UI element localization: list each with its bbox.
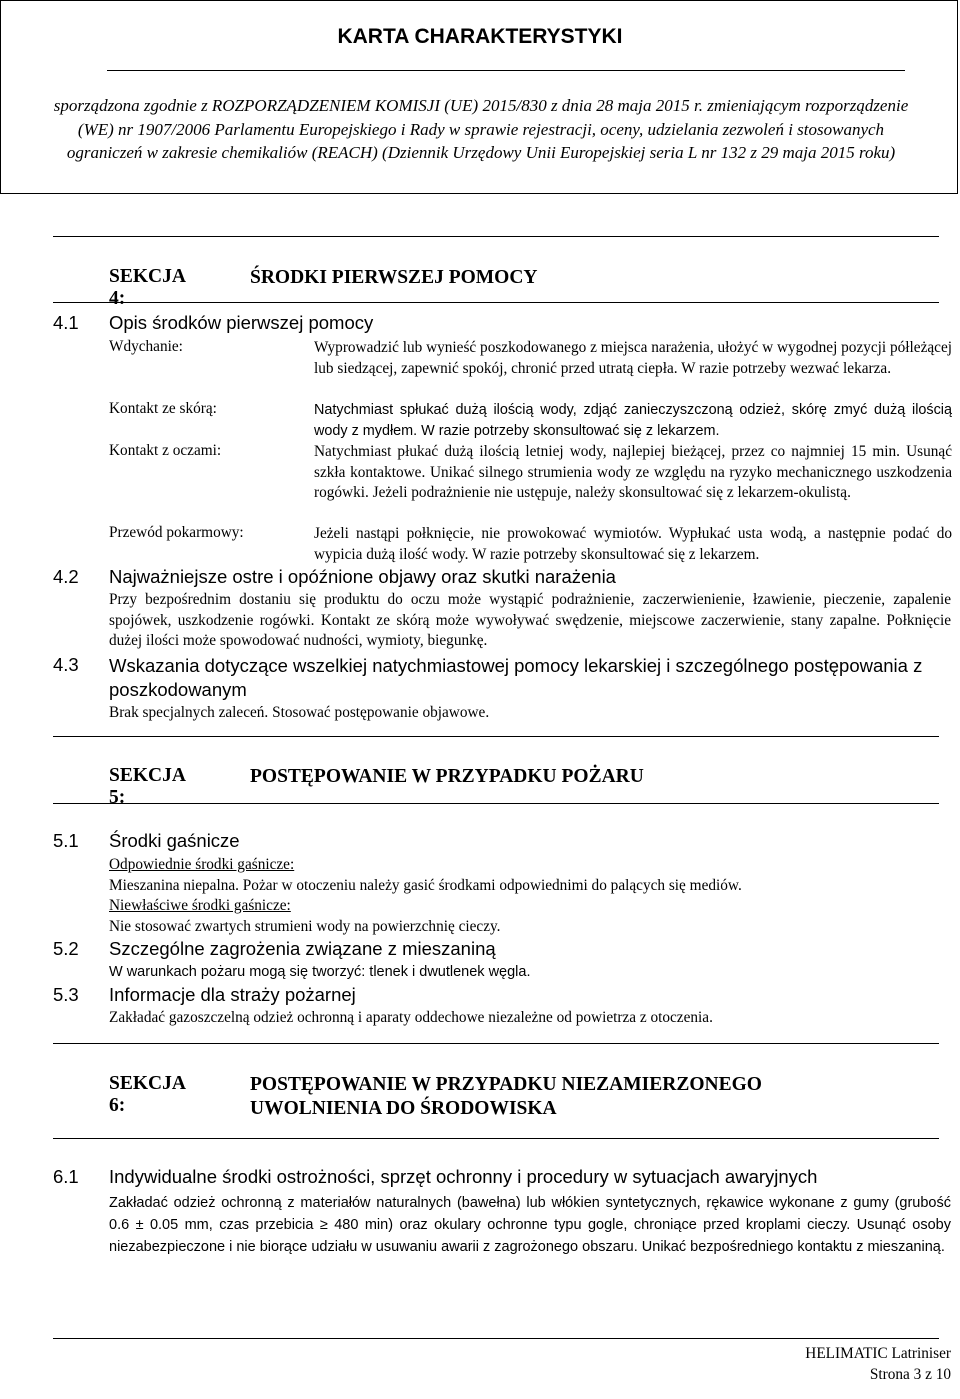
section-divider bbox=[53, 803, 939, 804]
firefighter-advice-text: Zakładać gazoszczelną odzież ochronną i aparaty oddechowe niezależne od powietrza z otoczenia. bbox=[109, 1009, 713, 1026]
subsection-number: 5.2 bbox=[53, 938, 79, 959]
subsection-title: Środki gaśnicze bbox=[109, 830, 240, 851]
subsection-number: 5.3 bbox=[53, 984, 79, 1005]
header-divider bbox=[107, 70, 905, 71]
section-4-title: ŚRODKI PIERWSZEJ POMOCY bbox=[250, 267, 538, 288]
subsection-title: Wskazania dotyczące wszelkiej natychmiastowej pomocy lekarskiej i szczególnego postępowania z poszkodowanym bbox=[109, 655, 923, 700]
subsection-number: 4.3 bbox=[53, 654, 79, 675]
suitable-media-text: Mieszanina niepalna. Pożar w otoczeniu należy gasić środkami odpowiednimi do palących się mediów. bbox=[109, 877, 742, 894]
personal-precautions-text: Zakładać odzież ochronną z materiałów naturalnych (bawełna) lub włókien syntetycznych, rękawice wykonane z gumy (grubość 0.6 ± 0.05 mm, czas przebicia ≥ 480 min) oraz okulary ochronne typu gogle, chroniące przed kroplami cieczy. Usunąć osoby niezabezpieczone i nie biorące udziału w usuwaniu awarii z zagrożonego obszaru. Unikać bezpośredniego kontaktu z mieszaniną. bbox=[109, 1195, 951, 1255]
first-aid-text-skin: Natychmiast spłukać dużą ilością wody, zdjąć zanieczyszczoną odzież, skórę zmyć dużą ilością wody z mydłem. W razie potrzeby skonsultować się z lekarzem. bbox=[314, 402, 952, 439]
section-5-title: POSTĘPOWANIE W PRZYPADKU POŻARU bbox=[250, 766, 644, 787]
section-divider bbox=[53, 736, 939, 737]
subsection-title: Najważniejsze ostre i opóźnione objawy oraz skutki narażenia bbox=[109, 566, 616, 587]
first-aid-text-ingestion: Jeżeli nastąpi połknięcie, nie prowokować wymiotów. Wypłukać usta wodą, a następnie podać do wypicia dużą ilość wody. W razie potrzeby skonsultować się z lekarzem. bbox=[314, 525, 952, 563]
section-divider bbox=[53, 302, 939, 303]
section-4-label: SEKCJA 4: bbox=[109, 266, 185, 309]
section-6-title: POSTĘPOWANIE W PRZYPADKU NIEZAMIERZONEGO UWOLNIENIA DO ŚRODOWISKA bbox=[250, 1074, 762, 1119]
first-aid-text-inhalation: Wyprowadzić lub wynieść poszkodowanego z miejsca narażenia, ułożyć w wygodnej pozycji półleżącej lub siedzącej, zapewnić spokój, chronić przed utratą ciepła. W razie potrzeby wezwać lekarza. bbox=[314, 339, 952, 377]
section-6-label: SEKCJA 6: bbox=[109, 1073, 185, 1116]
subsection-title: Opis środków pierwszej pomocy bbox=[109, 312, 374, 333]
subsection-number: 4.2 bbox=[53, 566, 79, 587]
first-aid-label-ingestion: Przewód pokarmowy: bbox=[109, 524, 244, 541]
subsection-title: Informacje dla straży pożarnej bbox=[109, 984, 356, 1005]
document-title: KARTA CHARAKTERYSTYKI bbox=[337, 25, 623, 48]
document-header bbox=[0, 0, 958, 194]
unsuitable-media-text: Nie stosować zwartych strumieni wody na powierzchnię cieczy. bbox=[109, 918, 501, 935]
special-hazards-text: W warunkach pożaru mogą się tworzyć: tlenek i dwutlenek węgla. bbox=[109, 964, 531, 980]
section-divider bbox=[53, 1043, 939, 1044]
section-divider bbox=[53, 236, 939, 237]
unsuitable-media-label: Niewłaściwe środki gaśnicze: bbox=[109, 897, 291, 914]
first-aid-text-eyes: Natychmiast płukać dużą ilością letniej wody, najlepiej bieżącej, przez co najmniej 15 min. Usunąć szkła kontaktowe. Unikać silnego strumienia wody ze względu na ryzyko mechanicznego uszkodzenia rogówki. Jeżeli podrażnienie nie ustępuje, należy skonsultować się z lekarzem-okulistą. bbox=[314, 443, 952, 502]
section-5-label: SEKCJA 5: bbox=[109, 765, 185, 808]
first-aid-label-eyes: Kontakt z oczami: bbox=[109, 442, 222, 459]
symptoms-text: Przy bezpośrednim dostaniu się produktu do oczu może wystąpić podrażnienie, zaczerwienienie, łzawienie, pieczenie, zapalenie spojówek, uszkodzenie rogówki. Kontakt ze skórą może wywoływać swędzenie, miejscowe zaczerwienie, stany zapalne. Połknięcie dużej ilości może spowodować nudności, wymioty, biegunkę. bbox=[109, 591, 951, 650]
subsection-title: Indywidualne środki ostrożności, sprzęt ochronny i procedury w sytuacjach awaryjnych bbox=[109, 1166, 818, 1187]
subsection-number: 5.1 bbox=[53, 830, 79, 851]
regulation-note: sporządzona zgodnie z ROZPORZĄDZENIEM KOMISJI (UE) 2015/830 z dnia 28 maja 2015 r. zmieniającym rozporządzenie (WE) nr 1907/2006 Parlamentu Europejskiego i Rady w sprawie rejestracji, oceny, udzielania zezwoleń i stosowanych ograniczeń w zakresie chemikaliów (REACH) (Dziennik Urzędowy Unii Europejskiej seria L nr 132 z 29 maja 2015 roku) bbox=[53, 96, 909, 162]
subsection-number: 4.1 bbox=[53, 312, 79, 333]
footer-divider bbox=[53, 1338, 939, 1339]
medical-attention-text: Brak specjalnych zaleceń. Stosować postępowanie objawowe. bbox=[109, 704, 490, 721]
first-aid-label-inhalation: Wdychanie: bbox=[109, 338, 183, 355]
section-divider bbox=[53, 1138, 939, 1139]
subsection-title: Szczególne zagrożenia związane z mieszaniną bbox=[109, 938, 496, 959]
suitable-media-label: Odpowiednie środki gaśnicze: bbox=[109, 856, 295, 873]
footer-page-number: Strona 3 z 10 bbox=[869, 1366, 951, 1383]
subsection-number: 6.1 bbox=[53, 1166, 79, 1187]
first-aid-label-skin: Kontakt ze skórą: bbox=[109, 400, 217, 417]
footer-product-name: HELIMATIC Latriniser bbox=[805, 1345, 951, 1362]
